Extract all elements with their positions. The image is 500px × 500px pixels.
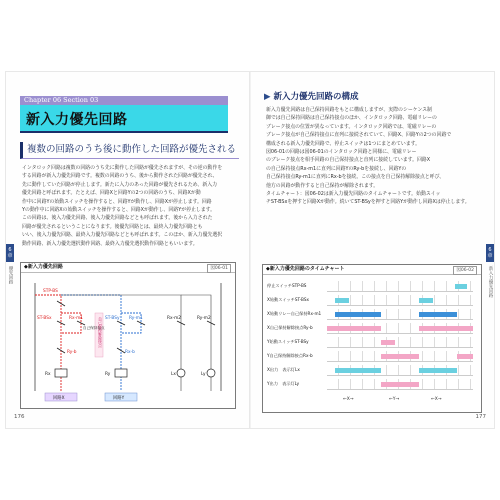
- timing-level: [381, 382, 419, 387]
- body-line: 回路が優先されるということになります。後優先回路とは、最終入力優先回路とも: [22, 223, 203, 230]
- timing-row: [267, 323, 475, 333]
- timing-track: [327, 309, 473, 320]
- timing-row: [267, 365, 475, 375]
- circuit-y-wire: [61, 295, 121, 391]
- figure-header: [21, 263, 235, 273]
- left-page: [6, 72, 250, 428]
- figure-number: 図06-02: [453, 266, 477, 275]
- body-line: 他方の回路が動作すると自己保持が解除されます。: [266, 182, 379, 189]
- timing-track: [327, 351, 473, 362]
- timing-footer-x2: ←X→: [431, 397, 442, 402]
- body-line: のブレーク接点を相手回路の自己保持接点と直列に接続しています。回路X: [266, 157, 431, 164]
- timing-row-label: X始動スイッチST-BSx: [267, 297, 309, 302]
- label-ry-m1: Ry-m1: [129, 316, 143, 321]
- body-line: 新入力優先回路は自己保持回路をもとに構成しますが、実際のシーケンス制: [266, 107, 432, 113]
- body-line: タイムチャート：図06-02は新入力優先回路のタイムチャートです。始動スイッ: [266, 191, 441, 198]
- timing-row-label: 停止スイッチSTP-BS: [267, 283, 307, 288]
- triangle-icon: ▶: [264, 92, 271, 102]
- body-line: 動作回路、新入力優先選択動作回路、最終入力優先選択動作回路ともいいます。: [22, 240, 198, 247]
- body-line: ブレーク接点が自己保持接点に直列に接続されていて、回路X、回路Yの2つの回路で: [266, 132, 452, 139]
- timing-footer-x1: ←X→: [343, 397, 354, 402]
- rx-coil: [55, 369, 67, 377]
- label-stp: STP-BS: [43, 289, 58, 294]
- timing-track: [327, 281, 473, 292]
- ly-lamp: [207, 369, 215, 377]
- timing-row-label: X自己保持解除接点Ry-b: [267, 325, 313, 330]
- figure-title: ◆新入力優先回路のタイムチャート: [266, 266, 345, 272]
- left-page-number: 176: [14, 414, 25, 420]
- timing-level: [419, 326, 473, 331]
- page-title: 新入力優先回路: [26, 112, 128, 128]
- label-rx: Rx: [45, 372, 51, 377]
- timing-pulse: [381, 340, 395, 345]
- right-body-text: [266, 106, 476, 207]
- timing-track: [327, 295, 473, 306]
- timing-chart-figure: [262, 264, 482, 413]
- left-side-caption: 優先回路: [8, 266, 13, 284]
- book-spread: [6, 72, 494, 428]
- label-rx-b: Rx-b: [125, 350, 135, 355]
- body-line: 御では自己保持回路は自己保持接点のほか、インタロック回路、電磁リレーの: [266, 115, 437, 122]
- timing-level: [419, 368, 457, 373]
- right-page-number: 177: [475, 414, 486, 420]
- timing-row: [267, 351, 475, 361]
- right-side-tab: 6章: [486, 244, 494, 262]
- timing-level: [381, 354, 419, 359]
- figure-title: ◆新入力優先回路: [24, 264, 63, 270]
- body-line: インタロック回路は複数の回路のうち先に動作した回路が優先されますが、その逆の動作を: [22, 165, 223, 171]
- timing-pulse: [335, 298, 349, 303]
- label-circuit-y: 回路Y: [113, 396, 125, 401]
- body-line: の自己保持接点Rx-m1に直列に回路YのRy-bを接続し、回路Yの: [266, 165, 407, 172]
- label-circuit-x: 回路X: [53, 396, 65, 401]
- label-ry-m2: Ry-m2: [197, 316, 211, 321]
- timing-footer-y: ←Y→: [389, 397, 400, 402]
- right-side-caption: 新入力優先回路: [488, 266, 493, 298]
- timing-row: [267, 309, 475, 319]
- label-release: 自己保持解除接点: [98, 317, 104, 348]
- body-line: チST-BSxを押すと回路Xが動作。続いてST-BSyを押すと回路Yが動作し回路Xは停止します。: [266, 199, 470, 206]
- timing-track: [327, 337, 473, 348]
- label-st-y: ST-BSy: [105, 316, 120, 321]
- timing-row-label: X出力 表示灯Lx: [267, 367, 300, 372]
- body-line: ブレーク接点の位置が異なっています。インタロック回路では、電磁リレーの: [266, 123, 437, 130]
- timing-pulse: [419, 298, 433, 303]
- label-self-hold: 自己保持接点: [83, 326, 105, 330]
- left-side-tab: 6章: [6, 244, 14, 262]
- label-ry: Ry: [105, 372, 111, 377]
- body-line: Yの動作中に回路Xの始動スイッチを操作すると、回路Xが動作し、回路Yが停止します。: [22, 207, 216, 214]
- timing-level: [457, 354, 473, 359]
- timing-row-label: Y自己保持解除接点Rx-b: [267, 353, 313, 358]
- timing-row: [267, 281, 475, 291]
- timing-row: [267, 337, 475, 347]
- title-box: [20, 105, 228, 133]
- sty-contact: [117, 321, 125, 325]
- label-lx: Lx: [171, 372, 176, 377]
- section-heading: [264, 90, 359, 102]
- label-ly: Ly: [201, 372, 206, 377]
- timing-row-label: Y始動スイッチST-BSy: [267, 339, 309, 344]
- body-line: 図06-01の回路は図06-01のインタロック回路と同様に、電磁リレー: [266, 149, 417, 156]
- label-st-x: ST-BSx: [37, 316, 52, 321]
- body-line: この回路は、後入力優先回路、後入力優先回路などとも呼ばれます。後から入力された: [22, 215, 213, 222]
- left-body-text: [22, 164, 230, 248]
- chapter-label: Chapter 06 Section 03: [24, 96, 99, 104]
- timing-track: [327, 323, 473, 334]
- label-rx-m1: Rx-m1: [69, 316, 83, 321]
- timing-track: [327, 365, 473, 376]
- timing-row-label: Y出力 表示灯Ly: [267, 381, 300, 386]
- body-line: する回路が新入力優先回路です。複数の回路のうち、後から動作された回路が優先され、: [22, 173, 218, 180]
- body-line: 自己保持接点Ry-m1に直列にRx-bを接続。この接点を自己保持解除接点と呼び、: [266, 174, 445, 181]
- right-page: [250, 72, 494, 428]
- body-line: 作中に回路Yの始動スイッチを操作すると、回路Yが動作し、回路Xが停止します。回路: [22, 198, 212, 205]
- timing-track: [327, 379, 473, 390]
- timing-row: [267, 295, 475, 305]
- output-y-wire: [181, 295, 211, 391]
- timing-row-label: X始動リレー自己保持Rx-m1: [267, 311, 322, 316]
- timing-level: [335, 368, 381, 373]
- timing-level: [419, 312, 457, 317]
- timing-pulse: [455, 284, 467, 289]
- label-rx-m2: Rx-m2: [167, 316, 181, 321]
- figure-header: [263, 265, 481, 275]
- ry-coil: [115, 369, 127, 377]
- figure-number: 図06-01: [207, 264, 231, 273]
- lead-heading: 複数の回路のうち後に動作した回路が優先される: [20, 142, 239, 159]
- label-ry-b: Ry-b: [67, 350, 77, 355]
- body-line: 構成される新入力優先回路で、停止スイッチは1つにまとめています。: [266, 140, 421, 147]
- timing-level: [327, 326, 381, 331]
- timing-row: [267, 379, 475, 389]
- body-line: 先に動作していた回路が停止します。新たに入力のあった回路が優先されるため、新入力: [22, 181, 217, 188]
- body-line: 優先回路と呼ばれます。たとえば、回路Xと回路Yの2つの回路のうち、回路Xが動: [22, 190, 201, 197]
- section-heading-text: 新入力優先回路の構成: [273, 92, 359, 102]
- circuit-figure: [20, 262, 236, 409]
- chapter-header: [20, 96, 228, 134]
- lx-lamp: [177, 369, 185, 377]
- ladder-diagram: [21, 273, 235, 408]
- timing-level: [335, 312, 381, 317]
- body-line: いい、後入力優先回路、最終入力優先回路などとも呼ばれます。このほか、新入力優先選択: [22, 232, 223, 239]
